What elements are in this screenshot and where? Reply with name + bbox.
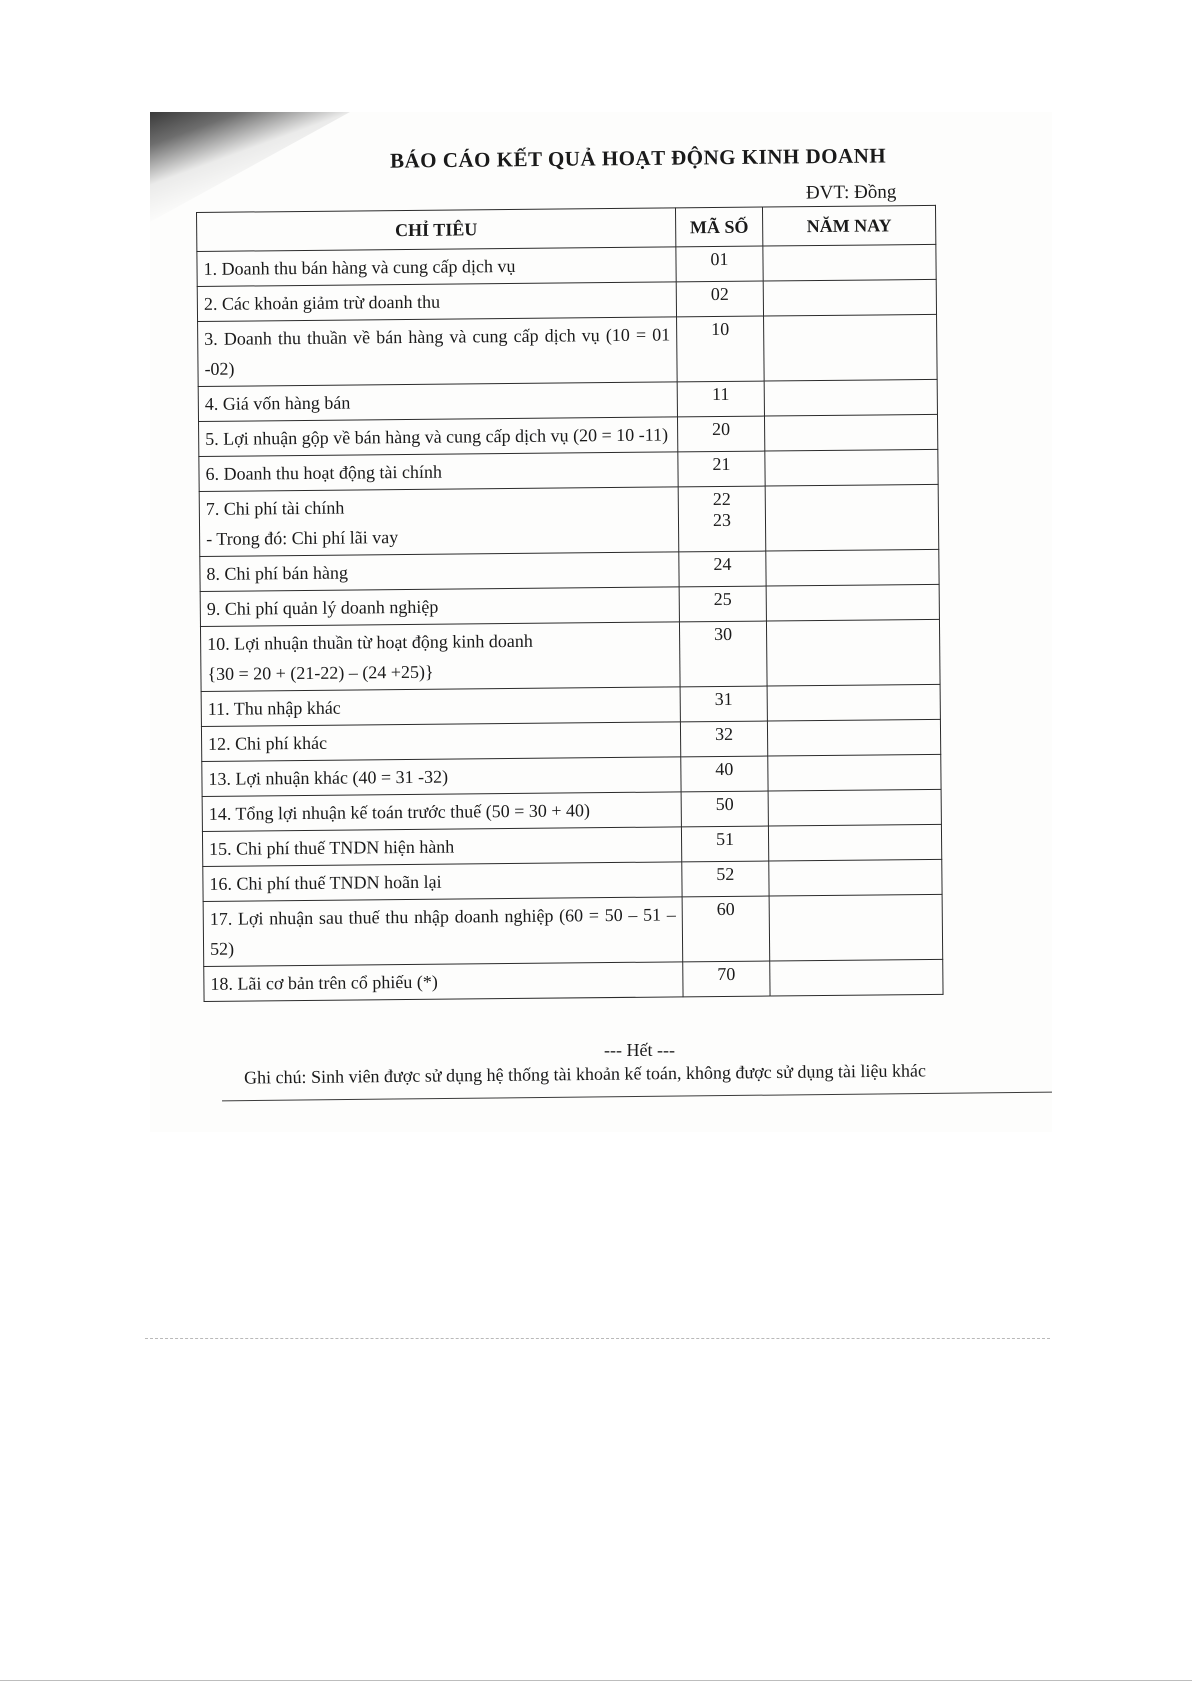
row-item: 15. Chi phí thuế TNDN hiện hành [202,827,681,867]
row-value [766,584,939,621]
row-item-sub: - Trong đó: Chi phí lãi vay [206,527,399,549]
row-value [765,484,939,551]
row-item: 9. Chi phí quản lý doanh nghiệp [200,587,679,627]
row-code: 52 [682,861,769,897]
row-code: 02 [676,281,763,317]
table-row [203,894,943,966]
row-value [764,314,938,381]
row-value [767,684,940,721]
row-item: 5. Lợi nhuận gộp về bán hàng và cung cấp dịch vụ (20 = 10 -11) [199,417,678,457]
row-value [770,959,943,996]
table-body [197,244,943,1001]
row-value [768,824,941,861]
end-marker: --- Hết --- [604,1040,675,1060]
row-item: 14. Tổng lợi nhuận kế toán trước thuế (50 = 30 + 40) [202,792,681,832]
row-item: 16. Chi phí thuế TNDN hoãn lại [203,862,682,902]
row-item: 4. Giá vốn hàng bán [198,382,677,422]
row-item: 17. Lợi nhuận sau thuế thu nhập doanh nghiệp (60 = 50 – 51 – 52) [203,897,683,967]
row-code: 20 [677,416,764,452]
footnote: Ghi chú: Sinh viên được sử dụng hệ thống tài khoản kế toán, không được sử dụng tài liệu khác [243,1060,927,1088]
row-item: 13. Lợi nhuận khác (40 = 31 -32) [202,757,681,797]
row-item-main: 10. Lợi nhuận thuần từ hoạt động kinh doanh [207,630,533,654]
row-code: 70 [683,961,770,997]
row-code: 10 [677,316,765,382]
row-value [763,279,936,316]
row-item: 6. Doanh thu hoạt động tài chính [199,452,678,492]
scan-artifact-line [145,1338,1050,1339]
row-value [769,894,943,961]
row-code: 60 [682,896,770,962]
row-code: 11 [677,381,764,417]
row-code: 51 [681,826,768,862]
row-code: 25 [679,586,766,622]
row-value [766,619,940,686]
row-item-main: 7. Chi phí tài chính [205,497,345,519]
table-row [198,314,938,386]
income-statement-table [196,205,944,1002]
row-item: 2. Các khoản giảm trừ doanh thu [197,282,676,322]
row-value [769,859,942,896]
row-item: 8. Chi phí bán hàng [200,552,679,592]
row-value [763,244,936,281]
row-code: 50 [681,791,768,827]
row-item: 18. Lãi cơ bản trên cổ phiếu (*) [204,962,683,1002]
row-code: 24 [679,551,766,587]
row-item: 1. Doanh thu bán hàng và cung cấp dịch vụ [197,247,676,287]
header-value: NĂM NAY [762,205,935,246]
row-value [767,719,940,756]
row-code-sub: 23 [712,509,732,531]
row-value [768,789,941,826]
row-code: 21 [678,451,765,487]
row-code: 40 [681,756,768,792]
table-row [204,959,943,1001]
row-item-formula: {30 = 20 + (21-22) – (24 +25)} [207,661,434,684]
row-item: 3. Doanh thu thuần về bán hàng và cung cấp dịch vụ (10 = 01 -02) [198,317,678,387]
header-item: CHỈ TIÊU [197,208,676,252]
row-value [766,549,939,586]
row-code-with-sub [678,486,766,552]
row-item-with-sub [199,487,679,557]
row-value [765,449,938,486]
report-title: BÁO CÁO KẾT QUẢ HOẠT ĐỘNG KINH DOANH [389,143,887,173]
row-item-with-sub [200,622,680,692]
row-item: 11. Thu nhập khác [201,687,680,727]
row-code-main: 22 [712,488,731,510]
row-code: 32 [680,721,767,757]
row-value [764,414,937,451]
row-code: 31 [680,686,767,722]
row-code: 01 [676,246,763,282]
row-code: 30 [679,621,767,687]
page-bottom-border [0,1680,1192,1681]
row-value [764,379,937,416]
currency-unit: ĐVT: Đồng [805,181,897,204]
table-row [200,619,940,691]
header-code: MÃ SỐ [675,207,762,247]
row-value [768,754,941,791]
row-item: 12. Chi phí khác [201,722,680,762]
table-row [199,484,939,556]
